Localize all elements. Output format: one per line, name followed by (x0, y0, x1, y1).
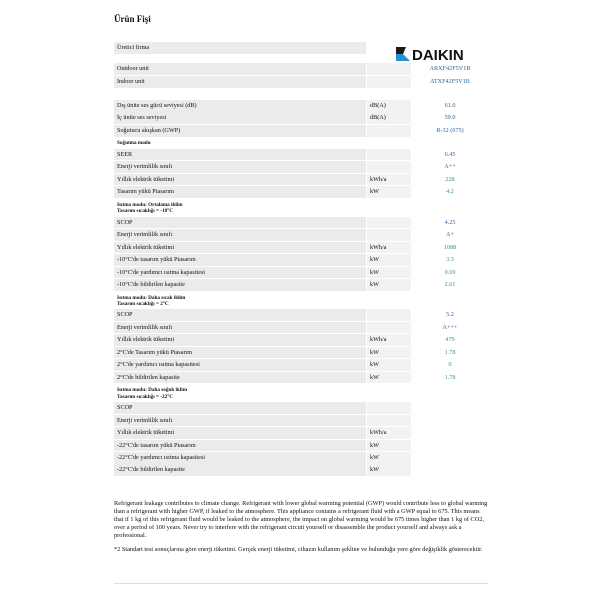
header-block (114, 42, 488, 100)
heading-line: Isıtma modu: Ortalama iklim (117, 201, 183, 208)
row-unit: kW (367, 254, 411, 266)
general-section (114, 100, 488, 137)
table-row (114, 149, 488, 161)
row-value: 2.61 (444, 281, 456, 289)
row-label: Enerji verimlilik sınıfı (114, 322, 366, 334)
row-label: Tasarım yükü Ptasarım (114, 186, 366, 198)
outdoor-unit-cell (367, 63, 411, 75)
row-value: 3.3 (446, 256, 454, 264)
row-unit: kW (367, 267, 411, 279)
row-value (412, 464, 488, 476)
row-value (412, 415, 488, 427)
row-label: -22°C'de yardımcı ısıtma kapasitesi (114, 452, 366, 464)
daikin-logo (394, 44, 488, 64)
table-row (114, 254, 488, 266)
table-row (114, 322, 488, 334)
table-row (114, 415, 488, 427)
row-label: -10°C'de bildirilen kapasite (114, 279, 366, 291)
row-unit (367, 309, 411, 321)
table-row (114, 125, 488, 137)
row-value: 4.2 (446, 188, 454, 196)
table-row (114, 229, 488, 241)
row-value: 228 (445, 175, 455, 183)
row-unit: kW (367, 347, 411, 359)
table-row (114, 100, 488, 112)
cooling-heading: Soğutma modu (117, 140, 151, 147)
heading-line: Isıtma modu: Daha sıcak iklim (117, 294, 186, 301)
row-unit: dB(A) (367, 100, 411, 112)
row-label: 2°C'de bildirilen kapasite (114, 372, 366, 384)
row-label: SCOP (114, 217, 366, 229)
cooling-section (114, 149, 488, 198)
row-label: Enerji verimlilik sınıfı (114, 415, 366, 427)
row-label: -22°C'de tasarım yükü Ptasarım (114, 440, 366, 452)
row-unit (367, 322, 411, 334)
outdoor-value: ARXF42F5V1B (429, 65, 471, 72)
row-label: İç ünite ses seviyesi (114, 112, 366, 124)
row-value: 1.78 (444, 373, 456, 381)
row-unit: kW (367, 186, 411, 198)
table-row (114, 242, 488, 254)
row-label: 2°C'de yardımcı ısıtma kapasitesi (114, 359, 366, 371)
logo-mark-bottom (396, 54, 410, 61)
row-label: Enerji verimlilik sınıfı (114, 161, 366, 173)
heading-line: Tasarım sıcaklığı = -22°C (117, 393, 173, 400)
row-label: SCOP (114, 309, 366, 321)
row-unit: kW (367, 359, 411, 371)
heating-warmer-heading (114, 292, 488, 310)
table-row (114, 174, 488, 186)
table-row (114, 440, 488, 452)
row-label: SEER (114, 149, 366, 161)
row-label: SCOP (114, 402, 366, 414)
row-unit: kW (367, 279, 411, 291)
row-value: 59.0 (444, 114, 456, 122)
table-row (114, 267, 488, 279)
row-unit: kW (367, 464, 411, 476)
row-unit (367, 125, 411, 137)
logo-text: DAIKIN (412, 47, 464, 64)
outdoor-label: Outdoor unit (114, 63, 366, 75)
row-value: 6.45 (444, 150, 456, 158)
heating-colder-heading (114, 384, 488, 402)
row-unit (367, 149, 411, 161)
indoor-label: Indoor unit (114, 76, 366, 88)
table-row (114, 112, 488, 124)
row-unit: kWh/a (367, 174, 411, 186)
bottom-rule (114, 583, 488, 584)
heading-line: Tasarım sıcaklığı = 2°C (117, 300, 169, 307)
table-row (114, 161, 488, 173)
row-unit (367, 217, 411, 229)
row-label: Yıllık elektrik tüketimi (114, 427, 366, 439)
table-row (114, 402, 488, 414)
table-row (114, 427, 488, 439)
row-unit (367, 161, 411, 173)
indoor-unit-cell (367, 76, 411, 88)
heating-average-section (114, 217, 488, 291)
table-row (114, 359, 488, 371)
outdoor-row (114, 63, 488, 75)
row-label: -22°C'de bildirilen kapasite (114, 464, 366, 476)
logo-mark-top (396, 47, 406, 54)
table-row (114, 334, 488, 346)
row-label: Yıllık elektrik tüketimi (114, 334, 366, 346)
row-value: 0 (448, 361, 452, 369)
row-value: 479 (445, 336, 455, 344)
row-value: R-32 (675) (436, 126, 464, 134)
row-value (412, 402, 488, 414)
table-row (114, 347, 488, 359)
heating-warmer-section (114, 309, 488, 383)
row-value: A+ (446, 231, 454, 239)
table-row (114, 309, 488, 321)
row-label: Enerji verimlilik sınıfı (114, 229, 366, 241)
row-value: 61.0 (444, 102, 456, 109)
heading-line: Tasarım sıcaklığı = -10°C (117, 208, 173, 215)
table-row (114, 279, 488, 291)
manufacturer-label: Üretici firma (114, 42, 366, 54)
manufacturer-row (114, 42, 366, 54)
row-label: -10°C'de tasarım yükü Ptasarım (114, 254, 366, 266)
row-value: 5.2 (446, 311, 454, 319)
row-value (412, 427, 488, 439)
row-unit: kWh/a (367, 334, 411, 346)
row-label: Dış ünite ses gücü seviyesi (dB) (114, 100, 366, 112)
row-unit (367, 229, 411, 241)
row-unit: dB(A) (367, 112, 411, 124)
footnote: *2 Standart test sonuçlarına göre enerji tüketimi. Gerçek enerji tüketimi, cihazın kullanım şekline ve bulunduğu yere göre değişiklik gösterecektir. (114, 546, 483, 553)
row-unit (367, 402, 411, 414)
table-row (114, 452, 488, 464)
indoor-value: ATXF42F5V1B (430, 78, 470, 85)
row-unit (367, 415, 411, 427)
indoor-row (114, 76, 488, 88)
table-row (114, 186, 488, 198)
page-title: Ürün Fişi (114, 14, 151, 24)
notes (114, 500, 490, 560)
row-unit: kW (367, 440, 411, 452)
row-unit: kW (367, 452, 411, 464)
table-row (114, 372, 488, 384)
refrigerant-note: Refrigerant leakage contributes to climate change. Refrigerant with lower global warming potential (GWP) would contribute less to global warming than a refrigerant with higher GWP, if leaked to the atmosphere. This appliance contains a refrigerant fluid with a GWP equal to 675. This means that if 1 kg of this refrigerant fluid would be leaked to the atmosphere, the impact on global warming would be 675 times higher than 1 kg of CO2, over a period of 100 years. Never try to interfere with the refrigerant circuit yourself or disassemble the product yourself and always ask a professional. (114, 500, 488, 539)
row-value (412, 452, 488, 464)
heading-line: Isıtma modu: Daha soğuk iklim (117, 387, 188, 394)
row-label: 2°C'de Tasarım yükü Ptasarım (114, 347, 366, 359)
row-label: Yıllık elektrik tüketimi (114, 242, 366, 254)
row-value: 0.69 (444, 268, 456, 276)
row-unit: kW (367, 372, 411, 384)
row-label: Yıllık elektrik tüketimi (114, 174, 366, 186)
row-label: -10°C'de yardımcı ısıtma kapasitesi (114, 267, 366, 279)
row-unit: kWh/a (367, 242, 411, 254)
row-value: A++ (444, 163, 456, 171)
table-row (114, 464, 488, 476)
heating-colder-section (114, 402, 488, 476)
heating-average-heading (114, 199, 488, 217)
row-value: A+++ (442, 323, 458, 331)
row-label: Soğutucu akışkan (GWP) (114, 125, 366, 137)
row-value: 1.78 (444, 348, 456, 356)
row-value (412, 440, 488, 452)
table-row (114, 217, 488, 229)
product-fiche (114, 42, 488, 477)
row-value: 1088 (443, 243, 457, 251)
row-value: 4.25 (444, 218, 456, 226)
row-unit: kWh/a (367, 427, 411, 439)
